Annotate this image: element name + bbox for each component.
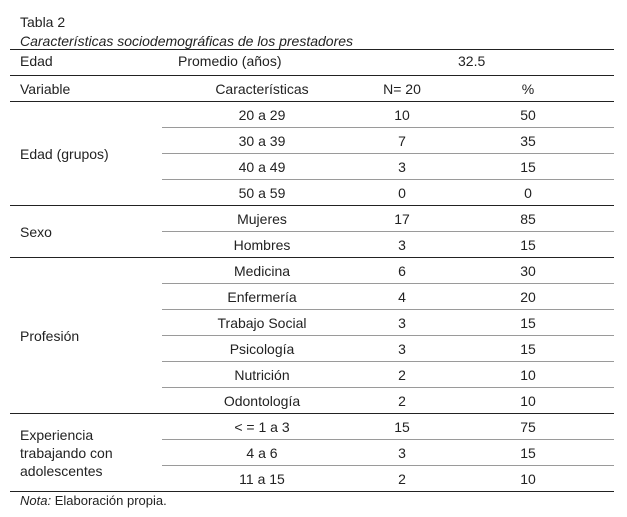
- row-pct: 20: [442, 284, 614, 310]
- row-pct: 50: [442, 102, 614, 128]
- row-n: 3: [362, 440, 442, 466]
- row-pct: 10: [442, 388, 614, 414]
- header-n: N= 20: [362, 76, 442, 102]
- note-label: Nota:: [20, 493, 52, 508]
- row-characteristic: Psicología: [162, 336, 362, 362]
- row-characteristic: Hombres: [162, 232, 362, 258]
- row-characteristic: < = 1 a 3: [162, 414, 362, 440]
- row-n: 6: [362, 258, 442, 284]
- row-characteristic: 4 a 6: [162, 440, 362, 466]
- table-row: [10, 414, 614, 440]
- row-n: 17: [362, 206, 442, 232]
- group-label: Edad (grupos): [10, 102, 162, 206]
- header-characteristic: Características: [162, 76, 362, 102]
- row-characteristic: Trabajo Social: [162, 310, 362, 336]
- header-row: [10, 76, 614, 102]
- row-pct: 0: [442, 180, 614, 206]
- row-n: 3: [362, 232, 442, 258]
- row-characteristic: 40 a 49: [162, 154, 362, 180]
- group-label: Experiencia trabajando con adolescentes: [10, 414, 162, 492]
- row-n: 15: [362, 414, 442, 440]
- row-pct: 15: [442, 310, 614, 336]
- row-characteristic: Odontología: [162, 388, 362, 414]
- row-pct: 15: [442, 154, 614, 180]
- summary-label: Edad: [20, 52, 53, 69]
- table-row: [10, 102, 614, 128]
- row-n: 2: [362, 362, 442, 388]
- summary-spacer: [378, 50, 458, 71]
- row-pct: 30: [442, 258, 614, 284]
- summary-table: [10, 50, 614, 71]
- row-characteristic: 20 a 29: [162, 102, 362, 128]
- row-characteristic: Mujeres: [162, 206, 362, 232]
- summary-value: 32.5: [458, 52, 486, 69]
- row-pct: 15: [442, 232, 614, 258]
- row-characteristic: Enfermería: [162, 284, 362, 310]
- group-label: Profesión: [10, 258, 162, 414]
- row-characteristic: 50 a 59: [162, 180, 362, 206]
- row-pct: 15: [442, 336, 614, 362]
- row-pct: 10: [442, 466, 614, 492]
- row-n: 2: [362, 466, 442, 492]
- row-characteristic: 30 a 39: [162, 128, 362, 154]
- row-characteristic: 11 a 15: [162, 466, 362, 492]
- row-n: 3: [362, 310, 442, 336]
- header-variable: Variable: [10, 76, 162, 102]
- row-characteristic: Nutrición: [162, 362, 362, 388]
- row-n: 3: [362, 154, 442, 180]
- group-label: Sexo: [10, 206, 162, 258]
- header-pct: %: [442, 76, 614, 102]
- row-n: 4: [362, 284, 442, 310]
- row-n: 7: [362, 128, 442, 154]
- row-n: 0: [362, 180, 442, 206]
- row-pct: 75: [442, 414, 614, 440]
- row-n: 10: [362, 102, 442, 128]
- row-n: 3: [362, 336, 442, 362]
- row-pct: 10: [442, 362, 614, 388]
- row-n: 2: [362, 388, 442, 414]
- note-text: Elaboración propia.: [51, 493, 167, 508]
- row-pct: 35: [442, 128, 614, 154]
- data-table: [10, 75, 614, 492]
- row-pct: 15: [442, 440, 614, 466]
- table-note: [20, 493, 167, 508]
- table-label: Tabla 2: [20, 14, 66, 30]
- table-row: [10, 258, 614, 284]
- table-row: [10, 206, 614, 232]
- summary-row: [10, 50, 614, 71]
- table-title: Características sociodemográficas de los prestadores: [20, 33, 354, 49]
- row-pct: 85: [442, 206, 614, 232]
- summary-measure: Promedio (años): [178, 52, 282, 69]
- row-characteristic: Medicina: [162, 258, 362, 284]
